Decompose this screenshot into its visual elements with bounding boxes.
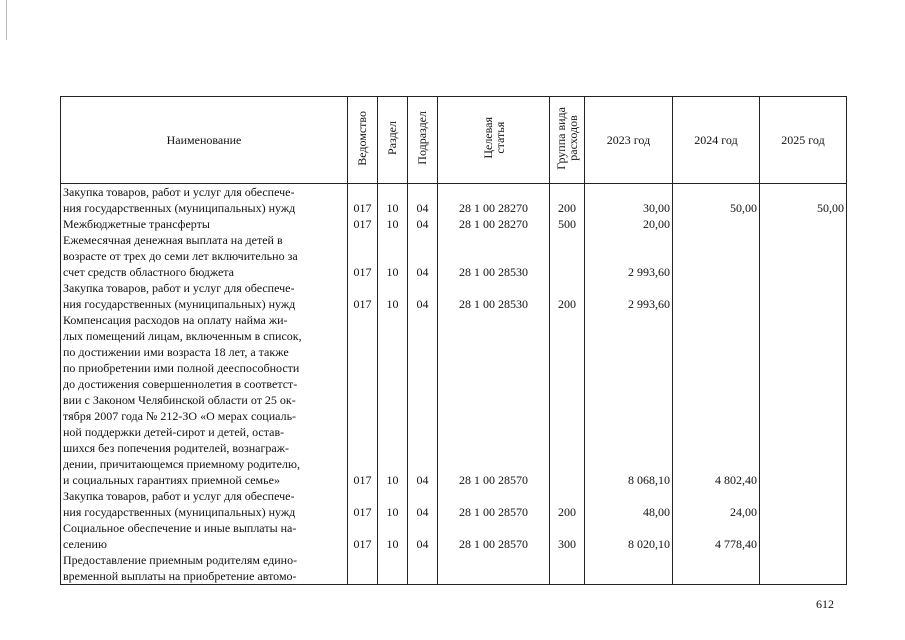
cell-podrazdel: 04 [408,280,438,312]
cell-name: Ежемесячная денежная выплата на детей в возрасте от трех до семи лет включительно за счет средств областного бюджета [61,232,348,280]
table-body [61,184,847,585]
cell-podrazdel: 04 [408,216,438,232]
cell-vedomstvo: 017 [348,312,378,488]
header-vedomstvo: Ведомство [348,97,378,184]
cell-gruppa [550,552,585,585]
scan-edge-line [6,0,7,40]
cell-name: Социальное обеспечение и иные выплаты на- селению [61,520,348,552]
table-row [61,552,847,585]
cell-gruppa: 200 [550,488,585,520]
header-gruppa-vida-rashodov: Группа вида расходов [550,97,585,184]
cell-podrazdel: 04 [408,184,438,217]
cell-gruppa [550,232,585,280]
cell-celevaya-statya: 28 1 00 28270 [438,216,550,232]
cell-2024: 4 802,40 [673,312,760,488]
cell-name: Межбюджетные трансферты [61,216,348,232]
cell-2025 [760,520,847,552]
cell-name: Закупка товаров, работ и услуг для обеспече- ния государственных (муниципальных) нужд [61,488,348,520]
table-header-row [61,97,847,184]
cell-gruppa: 500 [550,216,585,232]
cell-2025 [760,312,847,488]
cell-podrazdel [408,552,438,585]
table-row [61,312,847,488]
cell-celevaya-statya: 28 1 00 28570 [438,312,550,488]
cell-2023: 8 020,10 [585,520,673,552]
cell-2023: 30,00 [585,184,673,217]
cell-vedomstvo: 017 [348,184,378,217]
cell-2024: 24,00 [673,488,760,520]
cell-2025 [760,488,847,520]
cell-celevaya-statya: 28 1 00 28530 [438,280,550,312]
cell-2023 [585,552,673,585]
cell-celevaya-statya [438,552,550,585]
header-2023: 2023 год [585,97,673,184]
cell-vedomstvo: 017 [348,232,378,280]
cell-2024: 50,00 [673,184,760,217]
page-number: 612 [816,597,834,611]
cell-2024 [673,280,760,312]
header-2025: 2025 год [760,97,847,184]
cell-2024 [673,232,760,280]
header-name: Наименование [61,97,348,184]
cell-2025 [760,232,847,280]
cell-vedomstvo [348,552,378,585]
table-row [61,184,847,217]
cell-celevaya-statya: 28 1 00 28570 [438,488,550,520]
cell-razdel: 10 [378,312,408,488]
cell-podrazdel: 04 [408,232,438,280]
cell-podrazdel: 04 [408,520,438,552]
header-celevaya-statya: Целевая статья [438,97,550,184]
cell-vedomstvo: 017 [348,488,378,520]
budget-table [60,96,847,585]
cell-2023: 48,00 [585,488,673,520]
cell-vedomstvo: 017 [348,280,378,312]
cell-razdel: 10 [378,184,408,217]
header-razdel: Раздел [378,97,408,184]
cell-razdel: 10 [378,488,408,520]
cell-2023: 2 993,60 [585,232,673,280]
cell-gruppa: 200 [550,184,585,217]
cell-2025 [760,280,847,312]
header-podrazdel: Подраздел [408,97,438,184]
cell-gruppa [550,312,585,488]
table-row [61,216,847,232]
cell-celevaya-statya: 28 1 00 28270 [438,184,550,217]
cell-2023: 8 068,10 [585,312,673,488]
cell-2024 [673,216,760,232]
cell-podrazdel: 04 [408,488,438,520]
cell-razdel [378,552,408,585]
table-row [61,280,847,312]
cell-2024: 4 778,40 [673,520,760,552]
cell-gruppa: 200 [550,280,585,312]
cell-name: Компенсация расходов на оплату найма жи- лых помещений лицам, включенным в список, по достижении ими возраста 18 лет, а также по приобретении ими полной дееспособности до достижения совершеннолетия в соответст- вии с Законом Челябинской области от 25 ок- тября 2007 года № 212-ЗО «О мерах социаль- ной поддержки детей-сирот и детей, остав- шихся без попечения родителей, вознаграж- дении, причитающемся приемному родителю, и социальных гарантиях приемной семье» [61,312,348,488]
cell-vedomstvo: 017 [348,216,378,232]
table-row [61,520,847,552]
cell-2025 [760,216,847,232]
cell-vedomstvo: 017 [348,520,378,552]
table-row [61,232,847,280]
cell-2024 [673,552,760,585]
cell-razdel: 10 [378,232,408,280]
cell-razdel: 10 [378,520,408,552]
table-row [61,488,847,520]
cell-celevaya-statya: 28 1 00 28530 [438,232,550,280]
cell-celevaya-statya: 28 1 00 28570 [438,520,550,552]
cell-2025: 50,00 [760,184,847,217]
cell-2025 [760,552,847,585]
cell-2023: 20,00 [585,216,673,232]
header-2024: 2024 год [673,97,760,184]
cell-name: Предоставление приемным родителям едино- временной выплаты на приобретение автомо- [61,552,348,585]
cell-gruppa: 300 [550,520,585,552]
cell-name: Закупка товаров, работ и услуг для обеспече- ния государственных (муниципальных) нужд [61,280,348,312]
cell-razdel: 10 [378,216,408,232]
cell-podrazdel: 04 [408,312,438,488]
cell-2023: 2 993,60 [585,280,673,312]
cell-razdel: 10 [378,280,408,312]
cell-name: Закупка товаров, работ и услуг для обеспече- ния государственных (муниципальных) нужд [61,184,348,217]
